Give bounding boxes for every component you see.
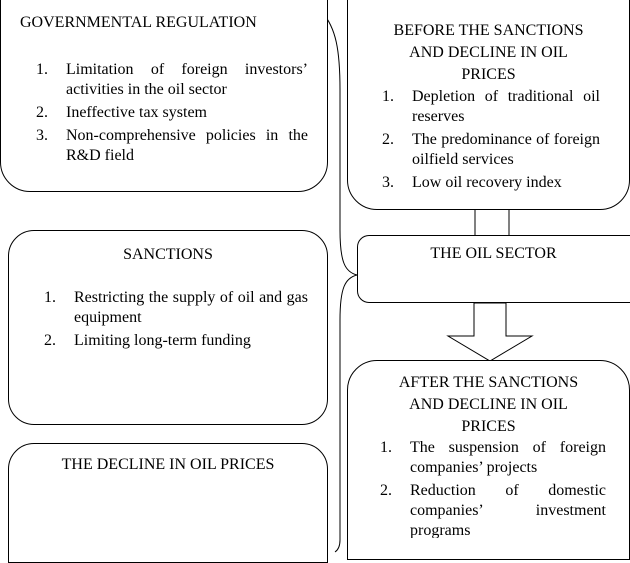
list-item: 2. The predominance of foreign oilfield services xyxy=(382,131,600,168)
before-title: BEFORE THE SANCTIONS AND DECLINE IN OIL PRICES xyxy=(393,22,584,83)
after-title: AFTER THE SANCTIONS AND DECLINE IN OIL PRICES xyxy=(398,374,579,435)
after-list xyxy=(380,438,606,538)
list-item: 3. Non-comprehensive policies in the R&D field xyxy=(36,127,308,164)
list-item: 1. Depletion of traditional oil reserves xyxy=(382,88,600,125)
before-list xyxy=(382,87,600,196)
down-arrow xyxy=(448,303,532,361)
decline-in-oil-prices-title: THE DECLINE IN OIL PRICES xyxy=(61,456,275,473)
governmental-regulation-title: GOVERNMENTAL REGULATION xyxy=(20,14,257,31)
list-item: 3. Low oil recovery index xyxy=(382,174,562,191)
sanctions-list xyxy=(44,288,308,354)
governmental-regulation-list xyxy=(36,60,308,169)
list-item: 1. The suspension of foreign companies’ projects xyxy=(380,439,606,476)
list-item: 1. Restricting the supply of oil and gas equipment xyxy=(44,289,308,326)
list-item: 1. Limitation of foreign investors’ activities in the oil sector xyxy=(36,61,308,98)
sanctions-title: SANCTIONS xyxy=(123,246,213,263)
list-item: 2. Reduction of domestic companies’ investment programs xyxy=(380,482,606,538)
oil-sector-title: THE OIL SECTOR xyxy=(430,245,557,262)
list-item: 2. Limiting long-term funding xyxy=(44,332,251,349)
list-item: 2. Ineffective tax system xyxy=(36,104,207,121)
